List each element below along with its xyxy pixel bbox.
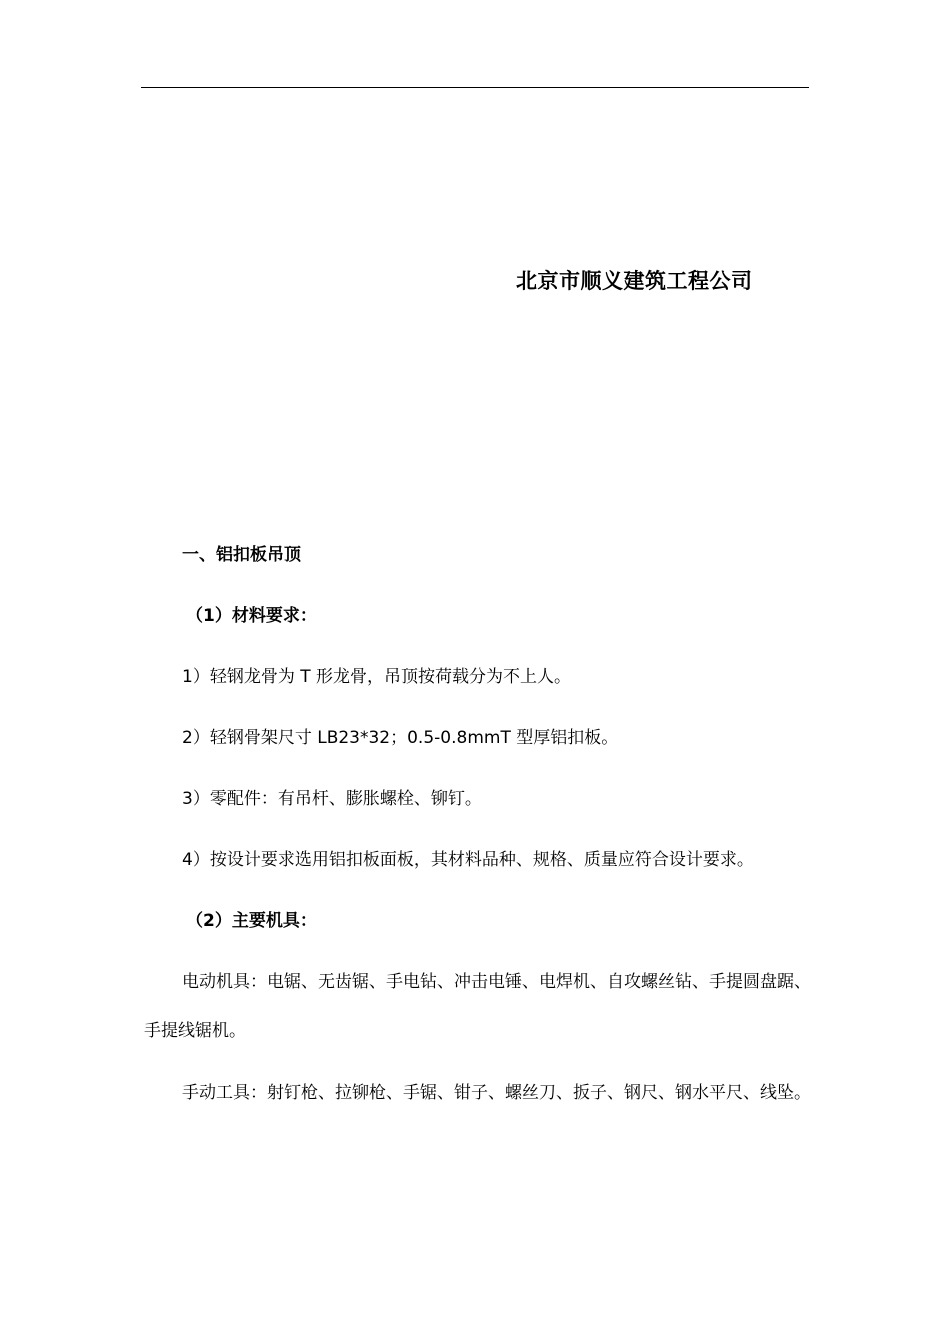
subsection-heading-tools: （2）主要机具： — [186, 911, 317, 931]
header-rule — [141, 87, 809, 88]
document-body — [144, 540, 812, 1140]
material-item-4: 4）按设计要求选用铝扣板面板，其材料品种、规格、质量应符合设计要求。 — [182, 850, 754, 870]
hand-tools-paragraph: 手动工具：射钉枪、拉铆枪、手锯、钳子、螺丝刀、扳子、钢尺、钢水平尺、线坠。 — [182, 1083, 811, 1103]
section-title: 一、铝扣板吊顶 — [182, 545, 301, 565]
material-item-1: 1）轻钢龙骨为 T 形龙骨，吊顶按荷载分为不上人。 — [182, 667, 572, 687]
material-item-3: 3）零配件：有吊杆、膨胀螺栓、铆钉。 — [182, 789, 482, 809]
material-item-2: 2）轻钢骨架尺寸 LB23*32；0.5-0.8mmT 型厚铝扣板。 — [182, 728, 619, 748]
power-tools-paragraph: 电动机具：电锯、无齿锯、手电钻、冲击电锤、电焊机、自攻螺丝钻、手提圆盘踞、手提线锯机。 — [144, 972, 811, 1041]
company-name: 北京市顺义建筑工程公司 — [516, 269, 753, 293]
subsection-heading-materials: （1）材料要求： — [186, 606, 317, 626]
